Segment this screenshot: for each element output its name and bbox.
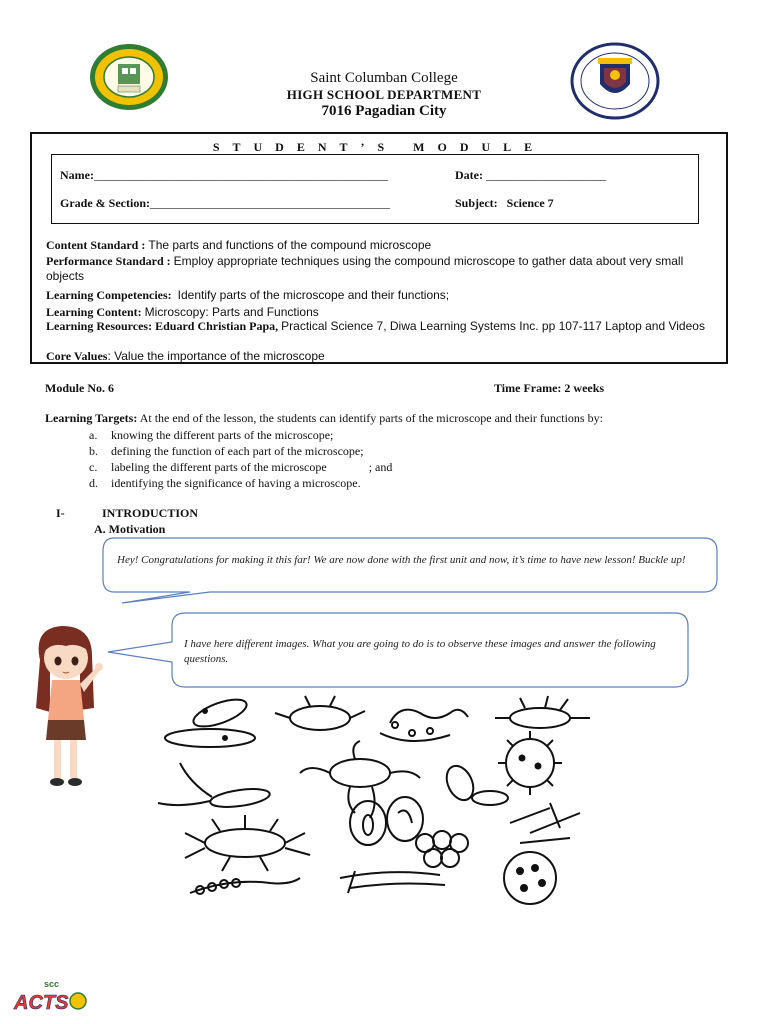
student-girl-illustration [28,620,108,795]
scc-acts-logo [10,975,90,1015]
spirillum-microbe [380,710,468,741]
city-name: 7016 Pagadian City [321,103,447,119]
student-info-box [51,154,699,224]
flagellate-microbe [158,763,271,810]
grade-section-field[interactable]: Grade & Section:________________________________________ [60,196,390,210]
bubble-text-2: I have here different images. What you are going to do is to observe these images and answer the following questions. [184,638,656,665]
virus-microbe [275,696,365,730]
learning-targets-list [45,427,725,491]
learning-competencies: Learning Competencies: Identify parts of the microscope and their functions; [46,288,450,302]
speech-bubble-1 [100,537,720,607]
section-subtitle: A. Motivation [94,522,166,536]
cocci-pair-microbe [442,762,508,805]
performance-standard: Performance Standard : Employ appropriate techniques using the compound microscope to gather data about very small objects [46,254,684,283]
cilia-microbe [185,815,310,871]
filament-microbe [340,871,445,893]
chain-microbe [190,878,300,894]
list-item: c. labeling the different parts of the microscope ; and [89,460,393,474]
microorganisms-illustration [150,693,610,913]
tentacle-microbe [300,741,420,818]
svg-text:scc: scc [44,979,60,989]
learning-content: Learning Content: Microscopy: Parts and Functions [46,305,319,319]
rod-group-microbe [510,803,580,843]
cell-pair-microbe [350,797,423,845]
student-module-box [30,132,728,364]
bubble-text-1: Hey! Congratulations for making it this far! We are now done with the first unit and now, it’s time to have new lesson! Buckle up! [117,554,686,566]
list-item: a. knowing the different parts of the microscope; [89,428,334,442]
spore-microbe [504,852,556,904]
list-item: b. defining the function of each part of the microscope; [89,444,364,458]
module-number: Module No. 6 [45,381,114,395]
section-number: I- [56,506,65,520]
bacillus-microbe [165,694,255,747]
list-item: d. identifying the significance of having a microscope. [89,476,361,490]
spiky-microbe [495,696,590,728]
learning-targets: Learning Targets: At the end of the lesson, the students can identify parts of the microscope and their functions by: a. knowing the different parts of the microscope; b. defining the function of each part of the microscope; c. labeling the different parts of the microscope ; and d. identifying the significance of having a microscope. [45,410,725,491]
coronavirus-microbe [498,731,562,795]
subject-field: Subject: Science 7 [455,196,554,210]
core-values: Core Values: Value the importance of the microscope [46,349,325,363]
content-standard: Content Standard : The parts and functions of the compound microscope [46,238,432,252]
module-title: STUDENT’S MODULE [212,140,546,154]
cluster-microbe [416,831,468,867]
name-field[interactable]: Name:_________________________________________________ [60,168,388,182]
learning-resources: Learning Resources: Eduard Christian Papa, Practical Science 7, Diwa Learning Systems Inc. pp 107-117 Laptop and Videos [46,319,705,333]
college-name: Saint Columban College [310,70,458,86]
date-field[interactable]: Date: ____________________ [455,168,606,182]
time-frame: Time Frame: 2 weeks [494,381,605,395]
svg-text:ACTS: ACTS [14,992,69,1014]
department-name: HIGH SCHOOL DEPARTMENT [286,87,482,102]
section-title: INTRODUCTION [102,506,199,520]
